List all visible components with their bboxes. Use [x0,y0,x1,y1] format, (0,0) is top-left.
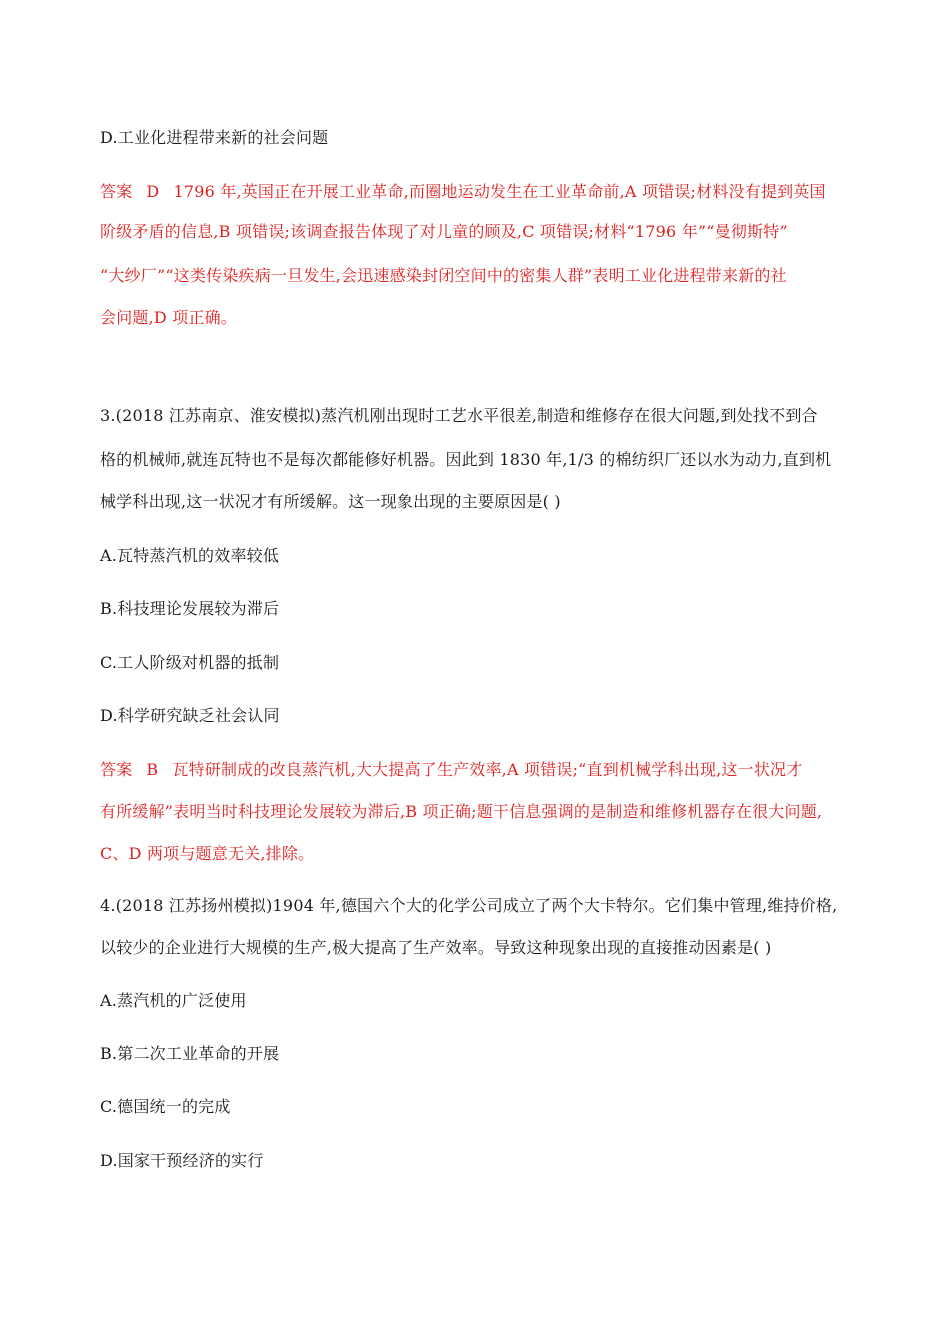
q3-option-a: A.瓦特蒸汽机的效率较低 [100,546,280,565]
q4-option-b: B.第二次工业革命的开展 [100,1044,280,1063]
q2-answer-line-1 [100,181,826,203]
q4-stem-line-1: 4.(2018 江苏扬州模拟)1904 年,德国六个大的化学公司成立了两个大卡特尔。它们集中管理,维持价格, [100,896,838,915]
q3-stem-line-1: 3.(2018 江苏南京、淮安模拟)蒸汽机刚出现时工艺水平很差,制造和维修存在很大问题,到处找不到合 [100,406,818,425]
q3-answer-label: 答案 [100,760,133,779]
q3-stem-line-2: 格的机械师,就连瓦特也不是每次都能修好机器。因此到 1830 年,1/3 的棉纺织厂还以水为动力,直到机 [100,450,832,469]
q3-option-b: B.科技理论发展较为滞后 [100,599,280,618]
q2-answer-line-2: 阶级矛盾的信息,B 项错误;该调查报告体现了对儿童的顾及,C 项错误;材料“1796 年”“曼彻斯特” [100,222,788,241]
q4-option-a: A.蒸汽机的广泛使用 [100,991,247,1010]
q3-option-c: C.工人阶级对机器的抵制 [100,653,280,672]
q2-answer-key: D [146,182,160,201]
q3-option-d: D.科学研究缺乏社会认同 [100,706,280,725]
q2-answer-line-3: “大纱厂”“这类传染疾病一旦发生,会迅速感染封闭空间中的密集人群”表明工业化进程带来新的社 [100,266,787,285]
q3-answer-line-1 [100,759,802,781]
q3-answer-line-3: C、D 两项与题意无关,排除。 [100,844,315,863]
document-page [100,0,860,1344]
q4-option-d: D.国家干预经济的实行 [100,1151,264,1170]
q3-stem-line-3: 械学科出现,这一状况才有所缓解。这一现象出现的主要原因是( ) [100,492,561,511]
q3-answer-text-1: 瓦特研制成的改良蒸汽机,大大提高了生产效率,A 项错误;“直到机械学科出现,这一状况才 [172,760,803,779]
q2-answer-text-1: 1796 年,英国正在开展工业革命,而圈地运动发生在工业革命前,A 项错误;材料没有提到英国 [173,182,826,201]
q4-option-c: C.德国统一的完成 [100,1097,231,1116]
q3-answer-line-2: 有所缓解”表明当时科技理论发展较为滞后,B 项正确;题干信息强调的是制造和维修机器存在很大问题, [100,802,823,821]
q2-answer-line-4: 会问题,D 项正确。 [100,308,238,327]
q2-option-d: D.工业化进程带来新的社会问题 [100,128,329,147]
q2-answer-label: 答案 [100,182,133,201]
q4-stem-line-2: 以较少的企业进行大规模的生产,极大提高了生产效率。导致这种现象出现的直接推动因素是( ) [100,938,772,957]
q3-answer-key: B [146,760,159,779]
